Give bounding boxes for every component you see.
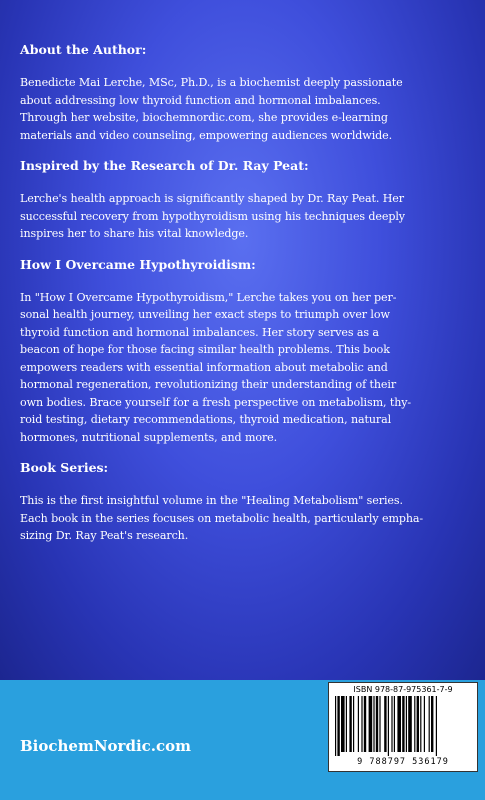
- barcode-bar: [376, 696, 378, 752]
- body-line: This is the first insightful volume in the "Healing Metabolism" series.: [20, 494, 403, 507]
- body-line: inspires her to share his vital knowledge.: [20, 227, 249, 240]
- section-overcame: [20, 257, 465, 447]
- barcode-bar: [408, 696, 412, 752]
- body-line: sonal health journey, unveiling her exact steps to triumph over low: [20, 308, 390, 321]
- barcode-bar: [335, 696, 336, 756]
- section-book-series: [20, 460, 465, 545]
- barcode-bar: [379, 696, 380, 752]
- barcode-bar: [394, 696, 395, 752]
- body-line: empowers readers with essential information about metabolic and: [20, 360, 388, 374]
- barcode-bar: [361, 696, 362, 752]
- section-heading: Book Series:: [20, 460, 109, 475]
- bottom-strip: [0, 790, 485, 800]
- section-body: [20, 190, 465, 243]
- body-line: materials and video counseling, empowering audiences worldwide.: [20, 128, 393, 142]
- barcode-bar: [388, 696, 389, 756]
- section-inspired: [20, 158, 465, 243]
- barcode-bar: [346, 696, 347, 752]
- section-body: [20, 492, 465, 545]
- section-heading: About the Author:: [20, 42, 147, 57]
- barcode-bar: [391, 696, 392, 752]
- barcode-bar: [358, 696, 359, 752]
- barcode-bar: [406, 696, 407, 752]
- body-line: Benedicte Mai Lerche, MSc, Ph.D., is a biochemist deeply passionate: [20, 76, 403, 89]
- section-heading: Inspired by the Research of Dr. Ray Peat:: [20, 158, 309, 173]
- barcode-bar: [414, 696, 415, 752]
- barcode-bar: [436, 696, 437, 756]
- body-line: Each book in the series focuses on metabolic health, particularly empha-: [20, 511, 424, 525]
- body-line: sizing Dr. Ray Peat's research.: [20, 529, 189, 542]
- body-line: hormones, nutritional supplements, and more.: [20, 430, 278, 444]
- body-line: thyroid function and hormonal imbalances. Her story serves as a: [20, 325, 379, 339]
- barcode-bar: [417, 696, 419, 752]
- barcode-bar: [353, 696, 354, 752]
- body-line: Through her website, biochemnordic.com, she provides e-learning: [20, 111, 388, 124]
- barcode-bar: [429, 696, 430, 752]
- barcode-bar: [397, 696, 401, 752]
- barcode-bar: [337, 696, 339, 756]
- body-line: own bodies. Brace yourself for a fresh perspective on metabolism, thy-: [20, 395, 412, 409]
- body-line: successful recovery from hypothyroidism using his techniques deeply: [20, 209, 405, 223]
- body-line: Lerche's health approach is significantly shaped by Dr. Ray Peat. Her: [20, 192, 404, 205]
- barcode-bar: [369, 696, 373, 752]
- isbn-label: ISBN 978-87-975361-7-9: [353, 685, 453, 694]
- cover-text: [20, 42, 465, 559]
- barcode-bar: [384, 696, 386, 752]
- section-body: [20, 74, 465, 144]
- barcode-bar: [341, 696, 345, 752]
- barcode-bar: [420, 696, 421, 752]
- body-line: roid testing, dietary recommendations, thyroid medication, natural: [20, 413, 392, 426]
- website-label: BiochemNordic.com: [20, 737, 192, 755]
- barcode-bar: [402, 696, 404, 752]
- barcode-bars: [335, 696, 471, 756]
- barcode-bar: [364, 696, 366, 752]
- section-body: [20, 289, 465, 447]
- barcode-bar: [424, 696, 425, 752]
- section-about-author: [20, 42, 465, 144]
- barcode-bar: [431, 696, 433, 752]
- body-line: In "How I Overcame Hypothyroidism," Lerche takes you on her per-: [20, 290, 397, 304]
- barcode-bar: [373, 696, 374, 752]
- isbn-barcode: [328, 682, 478, 772]
- section-heading: How I Overcame Hypothyroidism:: [20, 256, 256, 272]
- isbn-digits: 9 788797 536179: [357, 757, 449, 767]
- barcode-bar: [349, 696, 351, 752]
- body-line: hormonal regeneration, revolutionizing their understanding of their: [20, 378, 397, 391]
- body-line: about addressing low thyroid function and hormonal imbalances.: [20, 93, 381, 107]
- body-line: beacon of hope for those facing similar health problems. This book: [20, 343, 390, 356]
